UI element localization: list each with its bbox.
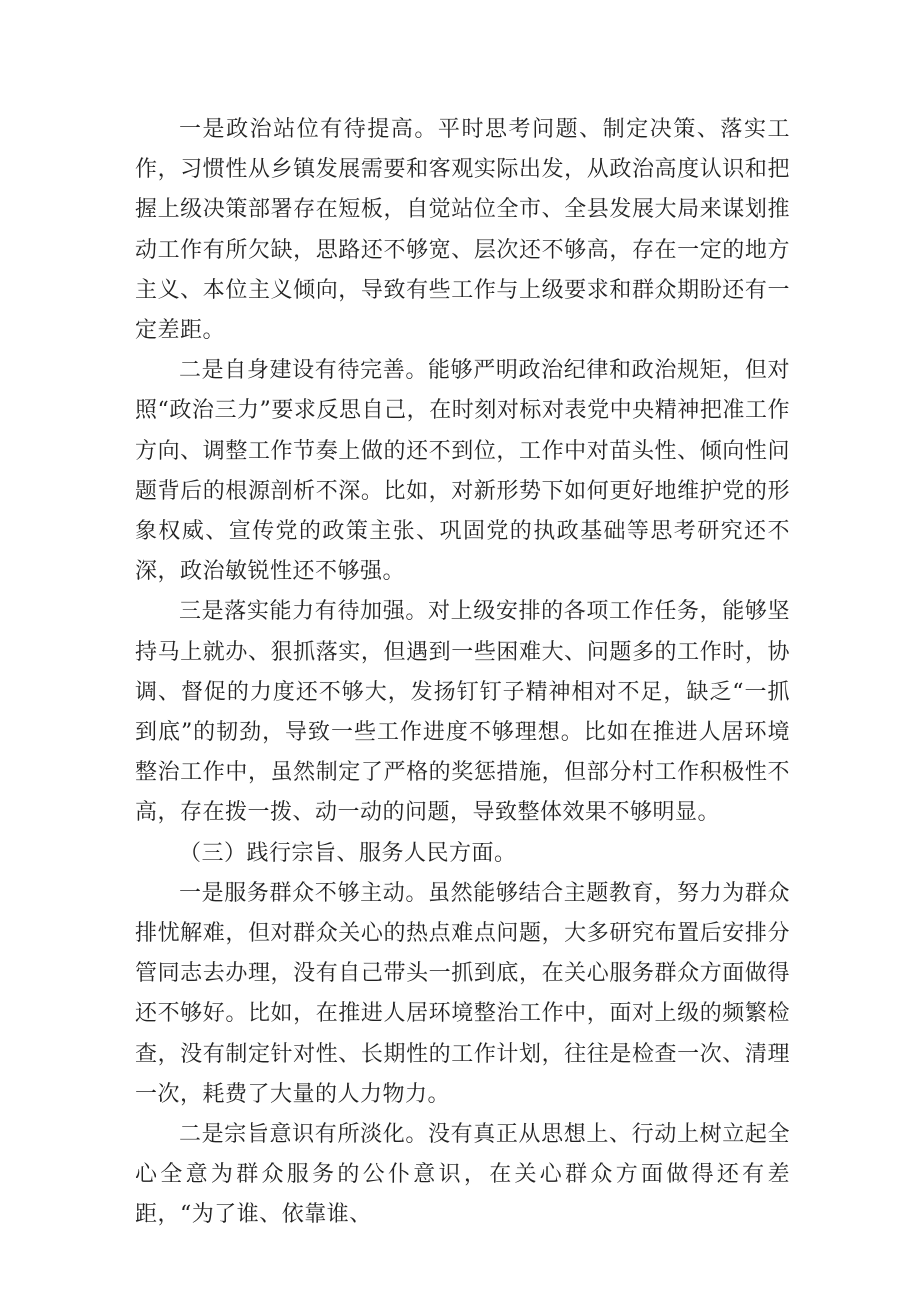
paragraph-self-construction: 二是自身建设有待完善。能够严明政治纪律和政治规矩，但对照“政治三力”要求反思自己，在时刻对标对表党中央精神把准工作方向、调整工作节奏上做的还不到位，工作中对苗头性、倾向性问题背后的根源剖析不深。比如，对新形势下如何更好地维护党的形象权威、宣传党的政策主张、巩固党的执政基础等思考研究还不深，政治敏锐性还不够强。 bbox=[135, 358, 790, 585]
paragraph-political-stance: 一是政治站位有待提高。平时思考问题、制定决策、落实工作，习惯性从乡镇发展需要和客观实际出发，从政治高度认识和把握上级决策部署存在短板，自觉站位全市、全县发展大局来谋划推动工作有所欠缺，思路还不够宽、层次还不够高，存在一定的地方主义、本位主义倾向，导致有些工作与上级要求和群众期盼还有一定差距。 bbox=[135, 117, 790, 344]
paragraph-implementation-ability: 三是落实能力有待加强。对上级安排的各项工作任务，能够坚持马上就办、狠抓落实，但遇到一些困难大、问题多的工作时，协调、督促的力度还不够大，发扬钉钉子精神相对不足，缺乏“一抓到底”的韧劲，导致一些工作进度不够理想。比如在推进人居环境整治工作中，虽然制定了严格的奖惩措施，但部分村工作积极性不高，存在拨一拨、动一动的问题，导致整体效果不够明显。 bbox=[135, 599, 790, 826]
paragraph-serving-masses: 一是服务群众不够主动。虽然能够结合主题教育，努力为群众排忧解难，但对群众关心的热点难点问题，大多研究布置后安排分管同志去办理，没有自己带头一抓到底，在关心服务群众方面做得还不够好。比如，在推进人居环境整治工作中，面对上级的频繁检查，没有制定针对性、长期性的工作计划，往往是检查一次、清理一次，耗费了大量的人力物力。 bbox=[135, 880, 790, 1107]
document-body bbox=[135, 110, 790, 1236]
section-heading: （三）践行宗旨、服务人民方面。 bbox=[179, 840, 517, 866]
paragraph-purpose-awareness: 二是宗旨意识有所淡化。没有真正从思想上、行动上树立起全心全意为群众服务的公仆意识，在关心群众方面做得还有差距，“为了谁、依靠谁、 bbox=[135, 1122, 790, 1228]
